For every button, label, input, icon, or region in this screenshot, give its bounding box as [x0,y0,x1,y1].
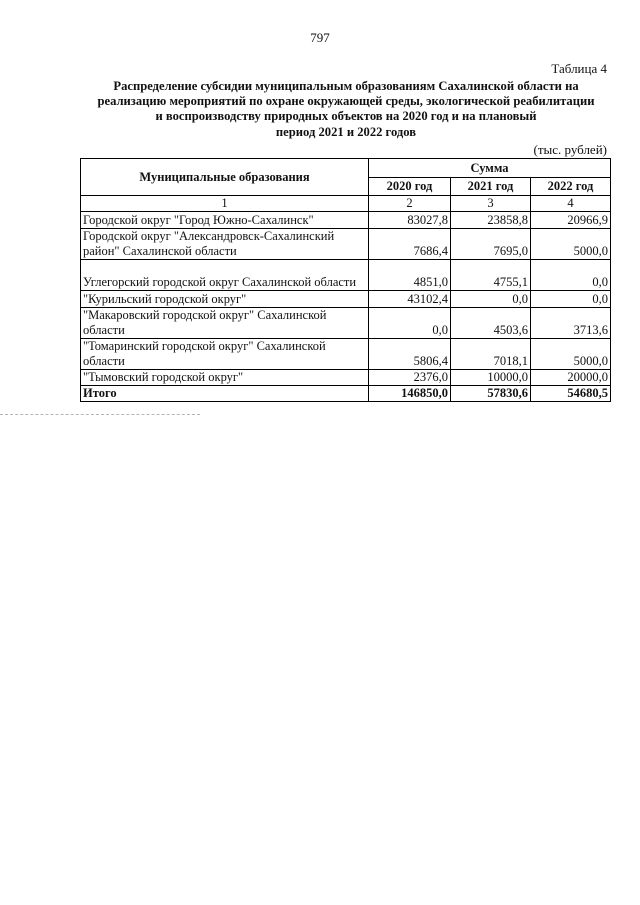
table-row [81,260,611,291]
row-value-2021: 4755,1 [451,260,531,291]
total-label: Итого [81,386,369,402]
row-value-2022: 5000,0 [531,229,611,260]
row-value-2022: 0,0 [531,260,611,291]
row-value-2020: 83027,8 [369,212,451,229]
subsidy-table [80,158,611,402]
column-number: 2 [369,196,451,212]
row-value-2022: 20000,0 [531,370,611,386]
column-number: 4 [531,196,611,212]
title-line: и воспроизводству природных объектов на 2020 год и на плановый [155,109,537,124]
row-value-2021: 7695,0 [451,229,531,260]
row-value-2021: 4503,6 [451,308,531,339]
row-value-2021: 10000,0 [451,370,531,386]
row-value-2020: 43102,4 [369,291,451,308]
units-label: (тыс. рублей) [533,142,607,157]
table-row [81,229,611,260]
header-sum: Сумма [369,159,611,178]
row-value-2020: 7686,4 [369,229,451,260]
table-row [81,339,611,370]
total-value-2020: 146850,0 [369,386,451,402]
row-value-2021: 23858,8 [451,212,531,229]
scan-artifact-line [0,414,200,416]
row-value-2022: 20966,9 [531,212,611,229]
row-value-2022: 5000,0 [531,339,611,370]
row-value-2020: 4851,0 [369,260,451,291]
total-value-2021: 57830,6 [451,386,531,402]
row-municipality: "Томаринский городской округ" Сахалинской области [81,339,369,370]
title-line: период 2021 и 2022 годов [275,124,417,139]
row-value-2020: 5806,4 [369,339,451,370]
row-municipality: Городской округ "Александровск-Сахалинский район" Сахалинской области [81,229,369,260]
total-value-2022: 54680,5 [531,386,611,402]
header-year-2021: 2021 год [451,178,531,196]
row-value-2021: 0,0 [451,291,531,308]
header-year-2020: 2020 год [369,178,451,196]
title-line: Распределение субсидии муниципальным образованиям Сахалинской области на [113,79,579,93]
total-row [81,386,611,402]
row-value-2020: 2376,0 [369,370,451,386]
table-row [81,212,611,229]
page-number: 797 [310,30,330,45]
row-value-2021: 7018,1 [451,339,531,370]
column-number: 1 [81,196,369,212]
row-value-2022: 0,0 [531,291,611,308]
header-year-2022: 2022 год [531,178,611,196]
title-line: реализацию мероприятий по охране окружающей среды, экологической реабилитации [97,94,595,109]
row-municipality: "Курильский городской округ" [81,291,369,308]
table-row [81,370,611,386]
row-municipality: Городской округ "Город Южно-Сахалинск" [81,212,369,229]
row-value-2022: 3713,6 [531,308,611,339]
column-number: 3 [451,196,531,212]
document-title [76,79,616,140]
row-municipality: "Макаровский городской округ" Сахалинской области [81,308,369,339]
row-municipality: Углегорский городской округ Сахалинской области [81,260,369,291]
row-value-2020: 0,0 [369,308,451,339]
table-row [81,291,611,308]
row-municipality: "Тымовский городской округ" [81,370,369,386]
table-row [81,308,611,339]
header-municipalities: Муниципальные образования [81,159,369,196]
table-label: Таблица 4 [551,61,607,76]
